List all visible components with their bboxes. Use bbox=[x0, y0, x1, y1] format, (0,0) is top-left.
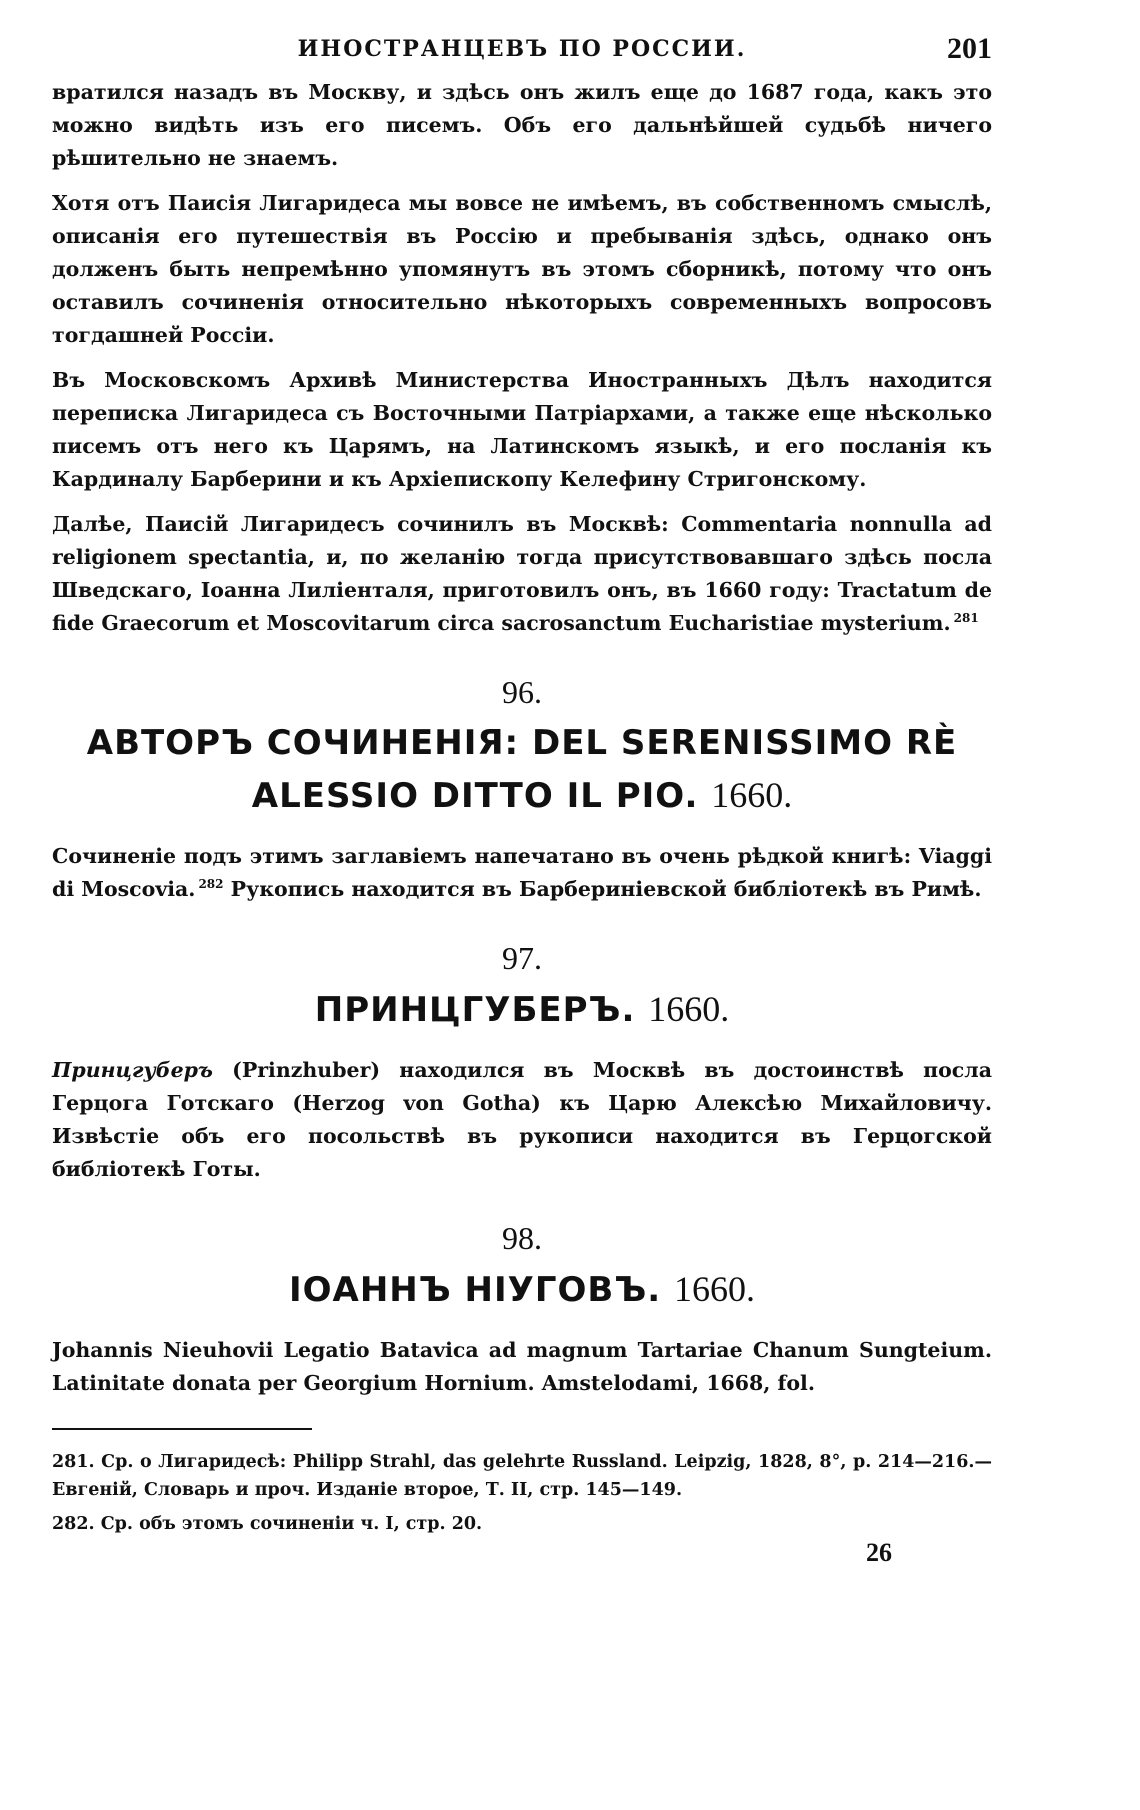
entry-96-body-after: Рукопись находится въ Барберинiевской библіотекѣ въ Римѣ. bbox=[230, 877, 982, 901]
paragraph-4-text: Далѣе, Паисій Лигаридесъ сочинилъ въ Москвѣ: Commentaria nonnulla ad religionem spectantia, и, по желанію тогда присутствовавшаго здѣсь посла Шведскаго, Іоанна Лиліенталя, приготовилъ онъ, въ 1660 году: Tractatum de fide Graecorum et Moscovitarum circa sacrosanctum Eucharistiae mysterium. bbox=[52, 512, 992, 635]
running-head bbox=[52, 28, 992, 68]
entry-97-body-text: (Prinzhuber) находился въ Москвѣ въ достоинствѣ посла Герцога Готскаго (Herzog von Gotha) къ Царю Алексѣю Михайловичу. Извѣстіе объ его посольствѣ въ рукописи находится въ Герцогской библіотекѣ Готы. bbox=[52, 1058, 992, 1181]
entry-96-number: 96. bbox=[502, 674, 542, 710]
paragraph-4 bbox=[52, 508, 992, 640]
entry-97-name: Принцгуберъ bbox=[52, 1058, 213, 1082]
paragraph-1: вратился назадъ въ Москву, и здѣсь онъ жилъ еще до 1687 года, какъ это можно видѣть изъ его писемъ. Объ его дальнѣйшей судьбѣ ничего рѣшительно не знаемъ. bbox=[52, 80, 992, 170]
paragraph-3: Въ Московскомъ Архивѣ Министерства Иностранныхъ Дѣлъ находится переписка Лигаридеса съ Восточными Патріархами, а также еще нѣсколько писемъ отъ него къ Царямъ, на Латинскомъ языкѣ, и его посланія къ Кардиналу Барберини и къ Архіепископу Келефину Стригонскому. bbox=[52, 368, 992, 491]
entry-98-number: 98. bbox=[502, 1220, 542, 1256]
page-number: 201 bbox=[947, 32, 992, 65]
footnote-ref-282: 282 bbox=[198, 877, 224, 892]
entry-96-body bbox=[52, 840, 992, 906]
entry-96-title bbox=[52, 717, 992, 822]
entry-97-body bbox=[52, 1054, 992, 1186]
entry-96-title-text: АВТОРЪ СОЧИНЕНІЯ: DEL SERENISSIMO RÈ ALESSIO DITTO IL PIO. bbox=[86, 723, 958, 816]
entry-98-body: Johannis Nieuhovii Legatio Batavica ad magnum Tartariae Chanum Sungteium. Latinitate donata per Georgium Hornium. Amstelodami, 1668, fol. bbox=[52, 1338, 992, 1395]
entry-97-year: 1660. bbox=[648, 989, 730, 1029]
entry-96-year: 1660. bbox=[711, 775, 793, 815]
entry-97-number: 97. bbox=[502, 940, 542, 976]
running-title: ИНОСТРАНЦЕВЪ ПО РОССИИ. bbox=[297, 36, 747, 62]
footnote-ref-281: 281 bbox=[953, 611, 979, 626]
book-page bbox=[52, 28, 992, 1568]
paragraph-2: Хотя отъ Паисія Лигаридеса мы вовсе не имѣемъ, въ собственномъ смыслѣ, описанія его путешествія въ Россію и пребыванія здѣсь, однако онъ долженъ быть непремѣнно упомянутъ въ этомъ сборникѣ, потому что онъ оставилъ сочиненія относительно нѣкоторыхъ современныхъ вопросовъ тогдашней Россіи. bbox=[52, 191, 992, 347]
entry-97-title-text: ПРИНЦГУБЕРЪ. bbox=[314, 990, 636, 1030]
entry-96-body-before: Сочиненіе подъ этимъ заглавіемъ напечатано въ очень рѣдкой книгѣ: Viaggi di Moscovia. bbox=[52, 844, 992, 901]
entry-98-year: 1660. bbox=[674, 1269, 756, 1309]
entry-97-title bbox=[52, 983, 992, 1036]
entry-98-title bbox=[52, 1263, 992, 1316]
signature-mark: 26 bbox=[866, 1538, 892, 1567]
footnote-281: 281. Ср. о Лигаридесѣ: Philipp Strahl, das gelehrte Russland. Leipzig, 1828, 8°, p. 214—216.—Евгеній, Словарь и проч. Изданіе второе, Т. II, стр. 145—149. bbox=[52, 1452, 992, 1500]
entry-98-title-text: ІОАННЪ НІУГОВЪ. bbox=[288, 1270, 662, 1310]
footnote-282: 282. Ср. объ этомъ сочиненіи ч. I, стр. 20. bbox=[52, 1514, 483, 1534]
footnote-rule bbox=[52, 1428, 312, 1430]
